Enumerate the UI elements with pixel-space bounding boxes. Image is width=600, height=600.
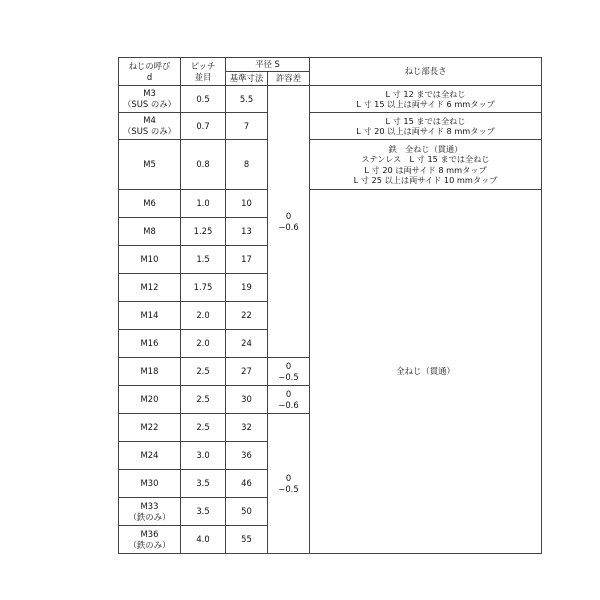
pitch-cell: 2.5: [181, 386, 226, 414]
note-line: ステンレス L 寸 15 までは全ねじ: [361, 154, 490, 164]
tolerance-lower: −0.5: [278, 483, 299, 494]
basic-size-cell: 7: [226, 113, 268, 140]
header-diameter-group: 平径 S: [226, 58, 310, 72]
thread-name-cell: [119, 498, 181, 526]
tolerance-lower: −0.6: [278, 399, 299, 410]
pitch-cell: 2.5: [181, 358, 226, 386]
basic-size-cell: 24: [226, 330, 268, 358]
basic-size-cell: 22: [226, 302, 268, 330]
table-row: [119, 86, 542, 113]
tolerance-upper: 0: [285, 388, 292, 399]
note-line: 鉄 全ねじ（貫通）: [388, 143, 463, 154]
pitch-cell: 1.75: [181, 274, 226, 302]
thread-name-cell: [119, 246, 181, 274]
header-thread-name-line2: d: [146, 71, 153, 82]
thread-name-sub: （SUS のみ）: [123, 99, 176, 109]
header-pitch-line1: ピッチ: [190, 60, 216, 71]
basic-size-cell: 30: [226, 386, 268, 414]
note-line: L 寸 15 までは全ねじ: [385, 115, 466, 126]
thread-name-cell: [119, 386, 181, 414]
thread-name-cell: [119, 526, 181, 554]
thread-name-cell: [119, 274, 181, 302]
thread-name-cell: [119, 140, 181, 190]
thread-name: M24: [140, 450, 159, 461]
basic-size-cell: 27: [226, 358, 268, 386]
basic-size-cell: 46: [226, 470, 268, 498]
header-pitch-line2: 並目: [194, 71, 212, 82]
header-thread-name: [119, 58, 181, 86]
thread-length-note-m4: [310, 113, 542, 140]
thread-name: M10: [140, 254, 159, 265]
pitch-cell: 0.8: [181, 140, 226, 190]
header-thread-name-line1: ねじの呼び: [128, 60, 171, 71]
pitch-cell: 2.0: [181, 302, 226, 330]
thread-name-cell: [119, 414, 181, 442]
tolerance-lower: −0.6: [278, 221, 299, 232]
thread-length-note-rest: 全ねじ（貫通）: [310, 190, 542, 554]
thread-name-cell: [119, 442, 181, 470]
thread-name-cell: [119, 218, 181, 246]
pitch-cell: 4.0: [181, 526, 226, 554]
pitch-cell: 1.0: [181, 190, 226, 218]
thread-name-sub: （鉄のみ）: [128, 539, 171, 550]
tolerance-upper: 0: [285, 472, 292, 483]
thread-name: M8: [143, 226, 156, 237]
note-line: L 寸 25 以上は両サイド 10 mmタップ: [353, 175, 498, 185]
thread-name-cell: [119, 86, 181, 113]
pitch-cell: 1.5: [181, 246, 226, 274]
header-thread-length: ねじ部長さ: [310, 58, 542, 86]
header-basic-size: 基準寸法: [226, 72, 268, 86]
thread-name: M14: [140, 310, 159, 321]
tolerance-lower: −0.5: [278, 371, 299, 382]
thread-name: M30: [140, 478, 159, 489]
table-row: [119, 140, 542, 190]
thread-name: M18: [140, 366, 159, 377]
pitch-cell: 0.5: [181, 86, 226, 113]
thread-name: M33: [140, 500, 159, 511]
tolerance-cell-m18: [268, 358, 310, 386]
thread-name: M4: [143, 115, 156, 126]
pitch-cell: 2.0: [181, 330, 226, 358]
tolerance-cell-group2: [268, 414, 310, 554]
basic-size-cell: 17: [226, 246, 268, 274]
pitch-cell: 3.0: [181, 442, 226, 470]
note-line: L 寸 12 までは全ねじ: [385, 88, 466, 99]
thread-name: M36: [140, 528, 159, 539]
thread-name-cell: [119, 302, 181, 330]
thread-name: M12: [140, 282, 159, 293]
basic-size-cell: 10: [226, 190, 268, 218]
thread-name: M6: [143, 198, 156, 209]
basic-size-cell: 50: [226, 498, 268, 526]
pitch-cell: 3.5: [181, 470, 226, 498]
thread-name-sub: （鉄のみ）: [128, 511, 171, 522]
basic-size-cell: 19: [226, 274, 268, 302]
thread-name-cell: [119, 358, 181, 386]
table-row: [119, 190, 542, 218]
thread-name: M16: [140, 338, 159, 349]
thread-length-note-m5: [310, 140, 542, 190]
basic-size-cell: 5.5: [226, 86, 268, 113]
basic-size-cell: 13: [226, 218, 268, 246]
thread-name: M20: [140, 394, 159, 405]
thread-length-note-m3: [310, 86, 542, 113]
basic-size-cell: 32: [226, 414, 268, 442]
thread-name: M3: [143, 88, 156, 99]
pitch-cell: 0.7: [181, 113, 226, 140]
note-line: L 寸 20 は両サイド 8 mmタップ: [364, 164, 487, 175]
tolerance-cell-group1: [268, 86, 310, 358]
pitch-cell: 2.5: [181, 414, 226, 442]
tolerance-upper: 0: [285, 210, 292, 221]
basic-size-cell: 36: [226, 442, 268, 470]
basic-size-cell: 8: [226, 140, 268, 190]
table-row: [119, 113, 542, 140]
thread-name-cell: [119, 190, 181, 218]
tolerance-upper: 0: [285, 360, 292, 371]
thread-name: M22: [140, 422, 159, 433]
header-pitch: [181, 58, 226, 86]
thread-name-cell: [119, 113, 181, 140]
note-line: L 寸 15 以上は両サイド 6 mmタップ: [356, 99, 495, 109]
thread-name-sub: （SUS のみ）: [123, 126, 176, 136]
note-line: L 寸 20 以上は両サイド 8 mmタップ: [356, 126, 495, 136]
pitch-cell: 1.25: [181, 218, 226, 246]
pitch-cell: 3.5: [181, 498, 226, 526]
basic-size-cell: 55: [226, 526, 268, 554]
header-row-1: [119, 58, 542, 72]
thread-spec-table: [118, 57, 542, 554]
tolerance-cell-m20: [268, 386, 310, 414]
thread-name: M5: [143, 159, 156, 170]
header-tolerance: 許容差: [268, 72, 310, 86]
thread-name-cell: [119, 330, 181, 358]
thread-name-cell: [119, 470, 181, 498]
